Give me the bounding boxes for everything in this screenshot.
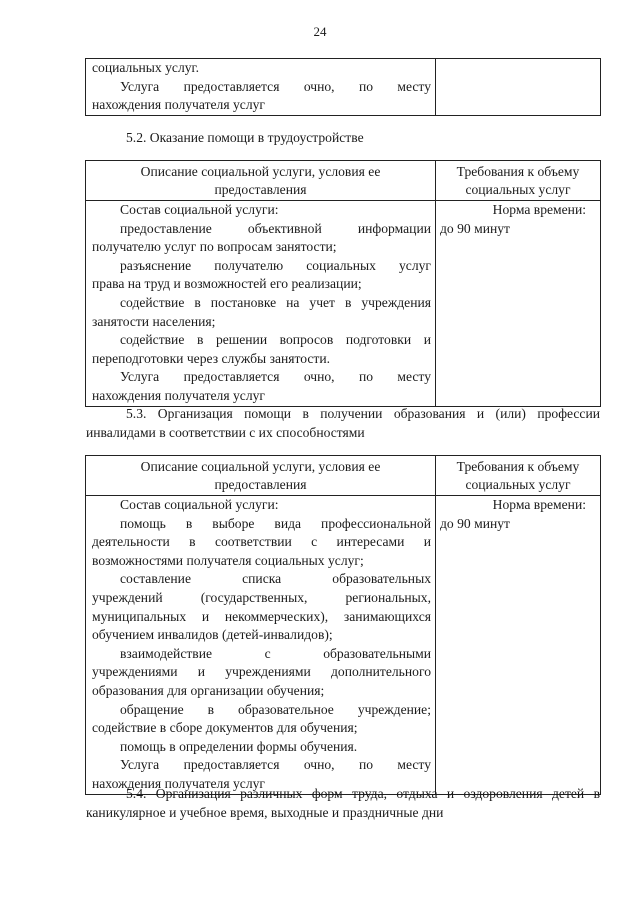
title-line: каникулярное и учебное время, выходные и праздничные дни	[86, 805, 444, 820]
text-line: социальных услуг.	[92, 60, 199, 75]
text-line: предоставление объективной информации	[120, 220, 431, 236]
header-line: Описание социальной услуги, условия ее	[140, 459, 381, 474]
service-requirements-cell	[436, 496, 601, 795]
text-line: права на труд и возможностей его реализации;	[92, 276, 362, 292]
text-line: помощь в определении формы обучения.	[120, 738, 358, 754]
title-line: 5.4. Организация различных форм труда, отдыха и оздоровления детей в	[126, 786, 600, 801]
time-norm-value: до 90 минут	[440, 220, 510, 236]
text-line: помощь в выборе вида профессиональной	[120, 515, 431, 531]
text-line: муниципальных и некоммерческих), занимающихся	[92, 608, 431, 624]
section-5-3-title	[86, 404, 600, 442]
header-line: Требования к объему	[456, 459, 580, 474]
text-line: получателю услуг по вопросам занятости;	[92, 239, 337, 255]
text-line: занятости населения;	[92, 313, 216, 329]
column-header-description	[86, 456, 436, 496]
text-line: обучением инвалидов (детей-инвалидов);	[92, 627, 333, 643]
text-line: взаимодействие с образовательными	[120, 645, 431, 661]
header-line: Требования к объему	[456, 164, 580, 179]
section-5-2-table	[85, 160, 601, 407]
header-line: предоставления	[214, 182, 307, 197]
title-line: инвалидами в соответствии с их способностями	[86, 425, 365, 440]
text-line: образования для организации обучения;	[92, 682, 325, 698]
page-number: 24	[313, 24, 327, 39]
text-line: деятельности в соответствии с интересами и	[92, 534, 431, 550]
service-requirements-cell	[436, 201, 601, 407]
text-line: содействие в постановке на учет в учреждения	[120, 294, 431, 310]
header-line: предоставления	[214, 477, 307, 492]
time-norm-label: Норма времени:	[492, 202, 586, 217]
text-line: содействие в решении вопросов подготовки и	[120, 332, 431, 348]
column-header-description	[86, 161, 436, 201]
header-line: социальных услуг	[465, 477, 571, 492]
service-description-cell	[86, 201, 436, 407]
header-line: социальных услуг	[465, 182, 571, 197]
text-line: обращение в образовательное учреждение;	[120, 701, 431, 717]
column-header-requirements	[436, 456, 601, 496]
text-line: Состав социальной услуги:	[120, 497, 279, 512]
text-line: нахождения получателя услуг	[92, 97, 265, 113]
section-5-2-title: 5.2. Оказание помощи в трудоустройстве	[126, 130, 364, 145]
text-line: учреждений (государственных, региональных,	[92, 589, 431, 605]
continuation-requirements-cell	[436, 59, 601, 116]
text-line: Услуга предоставляется очно, по месту	[120, 78, 431, 94]
section-5-3-table	[85, 455, 601, 795]
time-norm-label: Норма времени:	[492, 497, 586, 512]
section-5-4-title	[86, 784, 600, 822]
text-line: разъяснение получателю социальных услуг	[120, 257, 431, 273]
text-line: составление списка образовательных	[120, 571, 431, 587]
service-description-cell	[86, 496, 436, 795]
title-line: 5.3. Организация помощи в получении образования и (или) профессии	[126, 406, 600, 421]
text-line: Состав социальной услуги:	[120, 202, 279, 217]
continuation-table	[85, 58, 601, 116]
text-line: нахождения получателя услуг	[92, 387, 265, 403]
continuation-description-cell	[86, 59, 436, 116]
column-header-requirements	[436, 161, 601, 201]
text-line: Услуга предоставляется очно, по месту	[120, 369, 431, 385]
text-line: содействие в сборе документов для обучения;	[92, 720, 358, 736]
text-line: возможностями получателя социальных услуг;	[92, 552, 364, 568]
text-line: нахождения получателя услуг	[92, 775, 265, 791]
header-line: Описание социальной услуги, условия ее	[140, 164, 381, 179]
text-line: Услуга предоставляется очно, по месту	[120, 757, 431, 773]
text-line: переподготовки через службы занятости.	[92, 350, 331, 366]
text-line: учреждениями и учреждениями дополнительного	[92, 664, 431, 680]
time-norm-value: до 90 минут	[440, 515, 510, 531]
